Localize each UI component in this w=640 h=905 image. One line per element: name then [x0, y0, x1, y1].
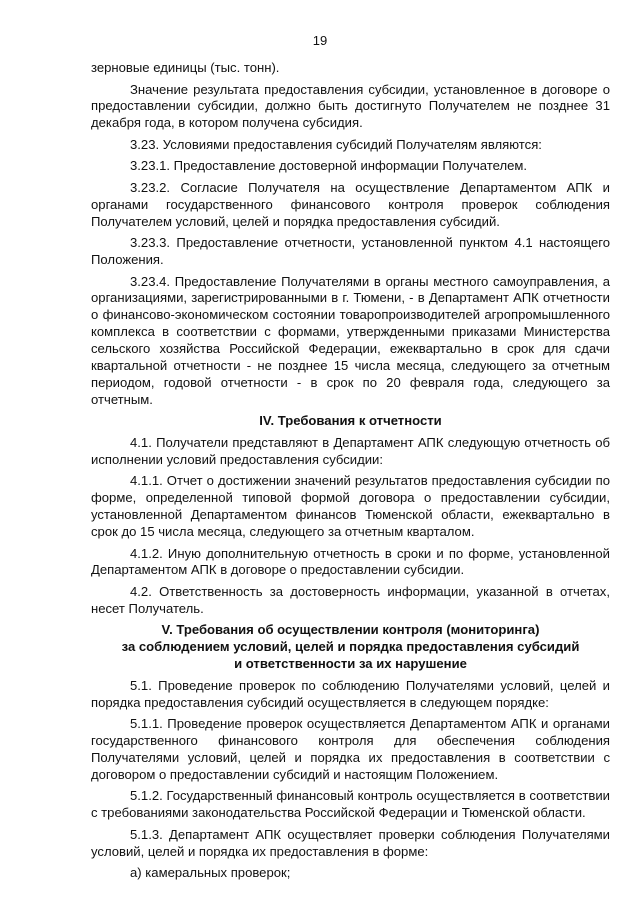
- paragraph: 4.1.2. Иную дополнительную отчетность в сроки и по форме, установленной Департаментом АПК в договоре о предоставлении субсидии.: [91, 545, 610, 578]
- paragraph: 3.23. Условиями предоставления субсидий Получателям являются:: [130, 136, 542, 152]
- section-heading-line: V. Требования об осуществлении контроля (мониторинга): [161, 622, 540, 638]
- paragraph: 3.23.2. Согласие Получателя на осуществление Департаментом АПК и органами государственного финансового контроля проверок соблюдения Получателем условий, целей и порядка предоставления субсидий.: [91, 179, 610, 229]
- paragraph: 5.1.1. Проведение проверок осуществляется Департаментом АПК и органами государственного финансового контроля для обеспечения соблюдения Получателями условий, целей и порядка их предоставления в соответствии с договором о предоставлении субсидий и настоящим Положением.: [91, 716, 610, 782]
- paragraph: 5.1. Проведение проверок по соблюдению Получателями условий, целей и порядка предоставления субсидий осуществляется в следующем порядке:: [91, 677, 610, 710]
- section-heading-line: и ответственности за их нарушение: [234, 656, 467, 672]
- section-heading: IV. Требования к отчетности: [259, 413, 442, 429]
- paragraph: зерновые единицы (тыс. тонн).: [91, 60, 280, 75]
- paragraph: 5.1.3. Департамент АПК осуществляет проверки соблюдения Получателями условий, целей и порядка их предоставления в форме:: [91, 826, 610, 859]
- document-body: [91, 60, 610, 882]
- paragraph: 3.23.4. Предоставление Получателями в органы местного самоуправления, а организациями, зарегистрированными в г. Тюмени, - в Департамент АПК отчетности о финансово-экономическом состоянии товаропроизводителей агропромышленного комплекса в соответствии с формами, утвержденными приказами Министерства сельского хозяйства Российской Федерации, ежеквартально в срок для сдачи квартальной отчетности - не позднее 15 числа месяца, следующего за отчетным периодом, годовой отчетности - в срок по 20 февраля года, следующего за отчетным.: [91, 273, 610, 407]
- page-number: 19: [312, 33, 328, 48]
- paragraph: а) камеральных проверок;: [130, 865, 291, 881]
- paragraph: 3.23.3. Предоставление отчетности, установленной пунктом 4.1 настоящего Положения.: [91, 235, 610, 268]
- paragraph: 3.23.1. Предоставление достоверной информации Получателем.: [130, 158, 528, 174]
- section-heading-line: за соблюдением условий, целей и порядка предоставления субсидий: [121, 639, 580, 655]
- paragraph: Значение результата предоставления субсидии, установленное в договоре о предоставлении субсидии, должно быть достигнуто Получателем не позднее 31 декабря года, в котором получена субсидия.: [91, 81, 610, 131]
- paragraph: 4.1.1. Отчет о достижении значений результатов предоставления субсидии по форме, определенной типовой формой договора о предоставлении субсидии, установленной Департаментом финансов Тюменской области, ежеквартально в срок до 15 числа месяца, следующего за отчетным кварталом.: [91, 473, 610, 539]
- section-heading: [91, 622, 610, 673]
- paragraph: 4.2. Ответственность за достоверность информации, указанной в отчетах, несет Получатель.: [91, 583, 610, 616]
- paragraph: 4.1. Получатели представляют в Департамент АПК следующую отчетность об исполнении условий предоставления субсидии:: [91, 434, 610, 467]
- paragraph: 5.1.2. Государственный финансовый контроль осуществляется в соответствии с требованиями законодательства Российской Федерации и Тюменской области.: [91, 788, 610, 821]
